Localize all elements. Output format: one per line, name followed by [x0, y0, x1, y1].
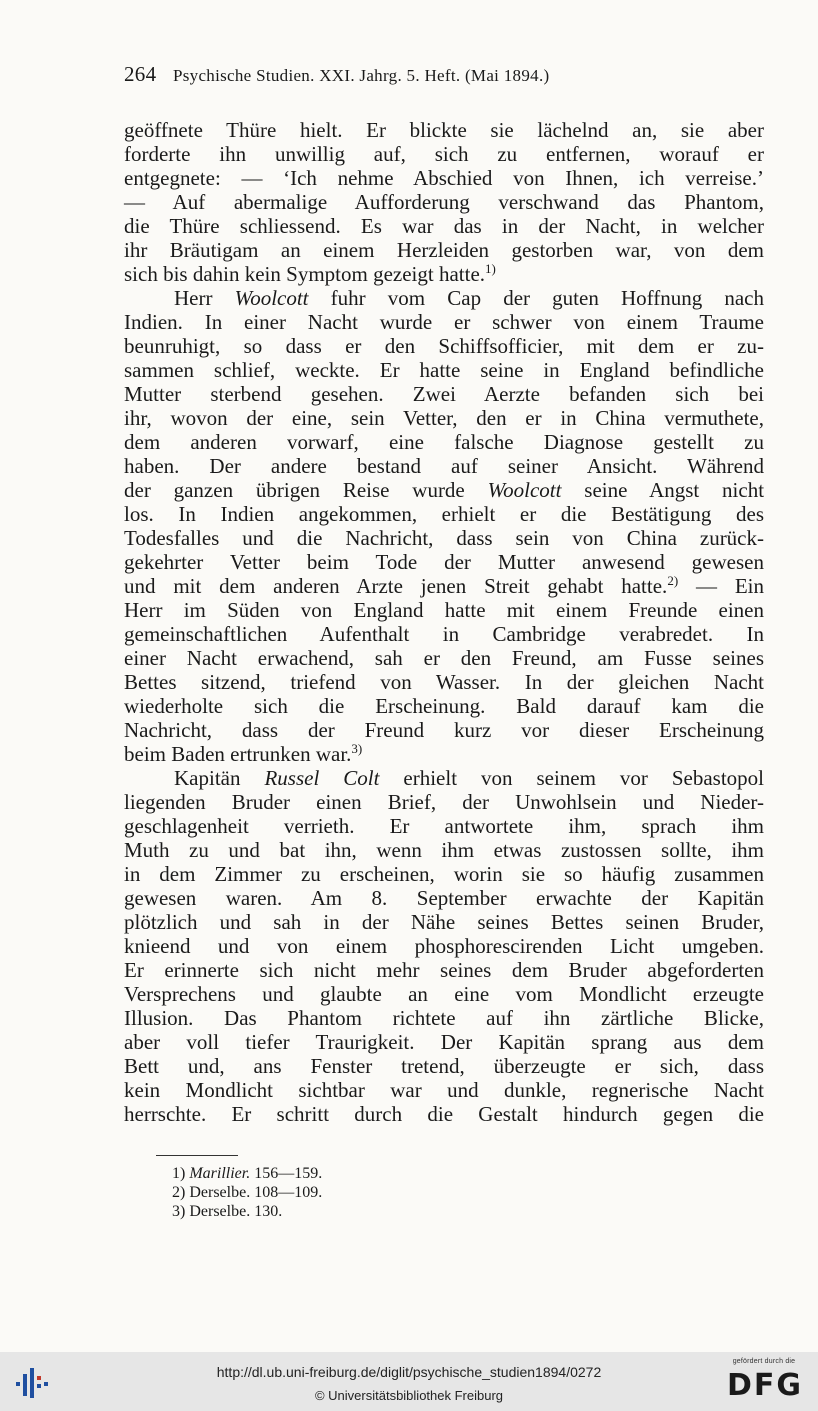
- text-line: beim Baden ertrunken war.$^{3)}$: [124, 741, 363, 766]
- text-line: Indien. In einer Nacht wurde er schwer von einem Traume: [124, 310, 764, 334]
- text-line: aber voll tiefer Traurigkeit. Der Kapitän sprang aus dem: [124, 1030, 764, 1054]
- text-line: dem anderen vorwarf, eine falsche Diagnose gestellt zu: [124, 430, 764, 454]
- text-line: entgegnete: — ‘Ich nehme Abschied von Ihnen, ich verreise.’: [124, 166, 764, 190]
- dfg-tagline: gefördert durch die: [732, 1358, 796, 1365]
- person-name: Woolcott: [234, 286, 309, 310]
- footnote-mark: 2): [667, 573, 679, 588]
- person-name: Russel Colt: [264, 766, 380, 790]
- running-header: [124, 62, 709, 87]
- dfg-mark: DFG: [726, 1368, 804, 1403]
- footnote-mark: 1): [485, 261, 496, 276]
- text-line: einer Nacht erwachend, sah er den Freund, am Fusse seines: [124, 646, 764, 670]
- text-line: liegenden Bruder einen Brief, der Unwohlsein und Nieder-: [124, 790, 764, 814]
- text-line: Herr Woolcott fuhr vom Cap der guten Hoffnung nach: [174, 286, 764, 310]
- text-line: herrschte. Er schritt durch die Gestalt hindurch gegen die: [124, 1102, 764, 1126]
- text-line: geschlagenheit verrieth. Er antwortete ihm, sprach ihm: [124, 814, 764, 838]
- text-line: Nachricht, dass der Freund kurz vor dieser Erscheinung: [124, 718, 764, 742]
- text-line: Versprechens und glaubte an eine vom Mondlicht erzeugte: [124, 982, 764, 1006]
- text-line: Illusion. Das Phantom richtete auf ihn zärtliche Blicke,: [124, 1006, 764, 1030]
- text-line: haben. Der andere bestand auf seiner Ansicht. Während: [124, 454, 764, 478]
- text-line: Herr im Süden von England hatte mit einem Freunde einen: [124, 598, 764, 622]
- copyright-notice: © Universitätsbibliothek Freiburg: [314, 1388, 504, 1403]
- text-line: — Auf abermalige Aufforderung verschwand das Phantom,: [124, 190, 764, 214]
- text-line: gekehrter Vetter beim Tode der Mutter anwesend gewesen: [124, 550, 764, 574]
- text-line: kein Mondlicht sichtbar war und dunkle, regnerische Nacht: [124, 1078, 764, 1102]
- footnotes: [172, 1164, 322, 1221]
- footnote: 3) Derselbe. 130.: [172, 1203, 283, 1220]
- running-title: Psychische Studien. XXI. Jahrg. 5. Heft. (Mai 1894.): [172, 66, 550, 85]
- footnote-mark: 3): [351, 741, 363, 756]
- text-line: Kapitän Russel Colt erhielt von seinem vor Sebastopol: [174, 766, 765, 790]
- text-line: beunruhigt, so dass er den Schiffsofficier, mit dem er zu-: [124, 334, 764, 358]
- text-line: in dem Zimmer zu erscheinen, worin sie so häufig zusammen: [124, 862, 764, 886]
- text-line: gewesen waren. Am 8. September erwachte der Kapitän: [124, 886, 764, 910]
- body-text: [124, 118, 764, 1126]
- text-line: Mutter sterbend gesehen. Zwei Aerzte befanden sich bei: [124, 382, 764, 406]
- text-line: ihr, wovon der eine, sein Vetter, den er in China vermuthete,: [124, 406, 764, 430]
- text-line: die Thüre schliessend. Es war das in der Nacht, in welcher: [124, 214, 764, 238]
- footnote: 2) Derselbe. 108—109.: [172, 1184, 323, 1201]
- text-line: Bettes sitzend, triefend von Wasser. In der gleichen Nacht: [124, 670, 764, 694]
- text-line: geöffnete Thüre hielt. Er blickte sie lächelnd an, sie aber: [124, 118, 764, 142]
- text-line: plötzlich und sah in der Nähe seines Bettes seinen Bruder,: [124, 910, 764, 934]
- page-number: 264: [124, 62, 157, 86]
- text-line: los. In Indien angekommen, erhielt er die Bestätigung des: [124, 502, 764, 526]
- dfg-logo: [718, 1358, 810, 1406]
- text-line: Er erinnerte sich nicht mehr seines dem Bruder abgeforderten: [124, 958, 764, 982]
- text-line: Bett und, ans Fenster tretend, überzeugte er sich, dass: [124, 1054, 764, 1078]
- text-line: wiederholte sich die Erscheinung. Bald darauf kam die: [124, 694, 764, 718]
- text-line: und mit dem anderen Arzte jenen Streit gehabt hatte.$^{2)}$ — Ein: [124, 573, 764, 598]
- person-name: Woolcott: [487, 478, 562, 502]
- text-line: knieend und von einem phosphorescirenden Licht umgeben.: [124, 934, 764, 958]
- text-line: forderte ihn unwillig auf, sich zu entfernen, worauf er: [124, 142, 764, 166]
- text-line: gemeinschaftlichen Aufenthalt in Cambridge verabredet. In: [124, 622, 764, 646]
- permalink[interactable]: http://dl.ub.uni-freiburg.de/diglit/psychische_studien1894/0272: [216, 1364, 602, 1380]
- footnote: 1) Marillier. 156—159.: [172, 1165, 323, 1182]
- viewer-footer: [0, 1352, 818, 1411]
- text-line: ihr Bräutigam an einem Herzleiden gestorben war, von dem: [124, 238, 764, 262]
- text-line: sammen schlief, weckte. Er hatte seine in England befindliche: [124, 358, 764, 382]
- text-line: Muth zu und bat ihn, wenn ihm etwas zustossen sollte, ihm: [124, 838, 764, 862]
- text-line: Todesfalles und die Nachricht, dass sein von China zurück-: [124, 526, 764, 550]
- footnote-divider: [156, 1155, 238, 1156]
- text-line: der ganzen übrigen Reise wurde Woolcott seine Angst nicht: [124, 478, 765, 502]
- text-line: sich bis dahin kein Symptom gezeigt hatte.$^{1)}$: [124, 261, 496, 286]
